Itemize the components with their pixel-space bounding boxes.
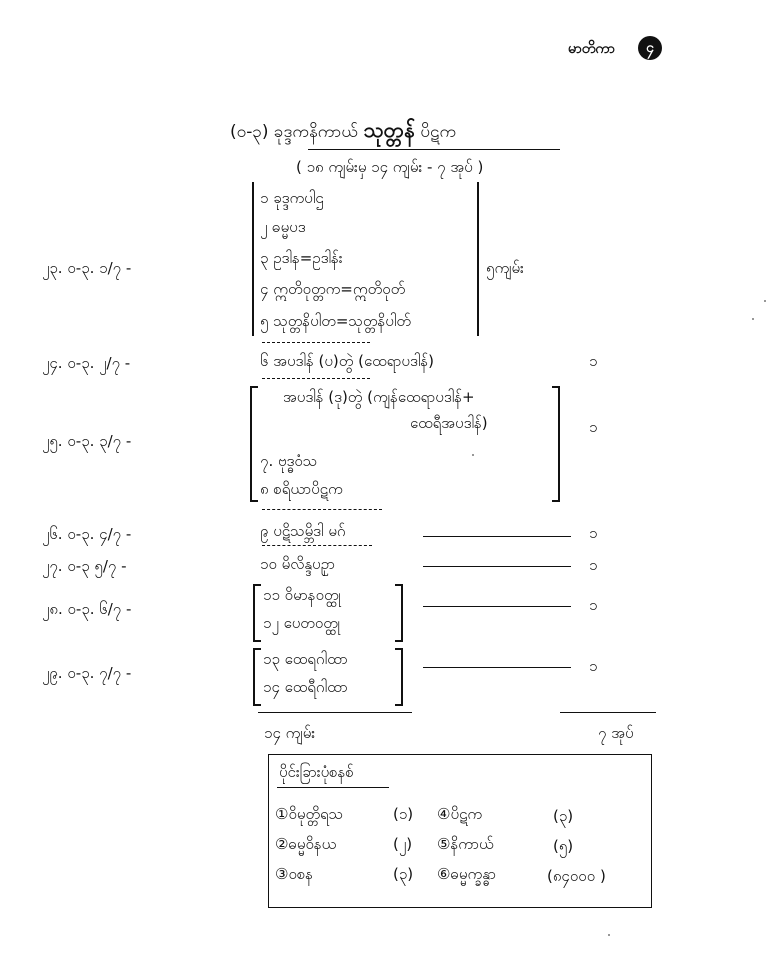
summary-left-label: ①ဝိမုတ္တိရသ bbox=[275, 805, 344, 823]
entry-count: ၁ bbox=[589, 556, 598, 574]
summary-right-label: ④ပိဋက bbox=[437, 805, 482, 823]
entry-line: ၁၄ ထေရီဂါထာ bbox=[263, 678, 348, 696]
page-number-badge: ၄ bbox=[638, 36, 662, 60]
bracket-right bbox=[395, 584, 403, 642]
section-subtitle: ( ၁၈ ကျမ်းမှ ၁၄ ကျမ်း - ၇ အုပ် ) bbox=[296, 158, 484, 176]
section-title-main: သုတ္တန် bbox=[363, 118, 415, 142]
summary-left-value: (၂) bbox=[393, 835, 413, 853]
entry-line: ၂ ဓမ္မပဒ bbox=[260, 218, 306, 236]
separator bbox=[262, 545, 372, 546]
summary-box bbox=[268, 754, 652, 908]
entry-note: ၅ကျမ်း bbox=[486, 259, 524, 277]
separator bbox=[262, 342, 370, 343]
entry-line: ၁၂ ပေတဝတ္ထု bbox=[263, 614, 341, 632]
entry-code: ၂၅. ၀-၃. ၃/၇ - bbox=[42, 432, 132, 450]
summary-right-value: (၅) bbox=[553, 837, 574, 855]
summary-left-value: (၃) bbox=[393, 865, 414, 883]
entry-line: ၁ ခုဒ္ဒကပါဌ bbox=[260, 189, 324, 207]
bracket-left bbox=[253, 584, 261, 642]
bracket-right bbox=[395, 648, 403, 706]
entry-code: ၂၇. ၀-၃ ၅/၇ - bbox=[42, 557, 127, 575]
scan-speck bbox=[472, 454, 474, 456]
title-underline bbox=[308, 149, 560, 150]
leader-line bbox=[423, 536, 571, 537]
bracket-left bbox=[253, 648, 261, 706]
entry-line: ထေရီအပဒါန်) bbox=[410, 414, 488, 432]
entry-code: ၂၆. ၀-၃. ၄/၇ - bbox=[42, 525, 132, 543]
total-books: ၁၄ ကျမ်း bbox=[264, 724, 316, 742]
entry-line: ၁၁ ဝိမာနဝတ္ထု bbox=[263, 586, 341, 604]
summary-left-label: ③ဝစန bbox=[275, 865, 314, 883]
total-volumes: ၇ အုပ် bbox=[598, 724, 634, 742]
summary-right-value: (၃) bbox=[553, 807, 574, 825]
entry-count: ၁ bbox=[589, 596, 598, 614]
leader-line bbox=[423, 606, 571, 607]
scan-speck bbox=[608, 934, 610, 936]
summary-title-underline bbox=[277, 787, 389, 788]
separator bbox=[262, 378, 370, 379]
entry-line: ၄ ဣတိဝုတ္တက=ဣတိဝုတ် bbox=[260, 280, 406, 298]
summary-right-label: ⑥ဓမ္မက္ခန္ဓာ bbox=[437, 865, 497, 883]
entry-line: ၈ စရိယာပိဋက bbox=[260, 480, 343, 498]
bracket-right bbox=[477, 182, 479, 336]
entry-count: ၁ bbox=[589, 657, 598, 675]
bracket-right bbox=[552, 386, 560, 502]
bracket-left bbox=[250, 386, 258, 502]
scan-speck bbox=[752, 318, 754, 320]
summary-title: ပိုင်းခြားပုံစနစ် bbox=[279, 763, 354, 781]
leader-line bbox=[423, 667, 571, 668]
entry-count: ၁ bbox=[589, 524, 598, 542]
entry-code: ၂၉. ၀-၃. ၇/၇ - bbox=[42, 664, 132, 682]
summary-left-label: ②ဓမ္မဝိနယ bbox=[275, 835, 337, 853]
separator bbox=[262, 509, 382, 510]
total-rule-left bbox=[258, 712, 412, 713]
entry-line: ၁၃ ထေရဂါထာ bbox=[263, 650, 348, 668]
entry-line: ၁၀ မိလိန္ဒပဥှာ bbox=[260, 555, 336, 573]
section-title-prefix: (၀-၃) ခုဒ္ဒကနိကာယ် bbox=[230, 122, 358, 142]
entry-count: ၁ bbox=[589, 418, 598, 436]
summary-right-value: (၈၄၀၀၀ ) bbox=[547, 867, 606, 885]
summary-right-label: ⑤နိကာယ် bbox=[437, 835, 494, 853]
entry-line: ၆ အပဒါန် (ပ)တွဲ (ထေရာပဒါန်) bbox=[260, 352, 434, 370]
section-title-suffix: ပိဋက bbox=[420, 122, 457, 142]
entry-code: ၂၃. ၀-၃. ၁/၇ - bbox=[42, 259, 132, 277]
entry-line: ၇. ဗုဒ္ဓဝံသ bbox=[260, 452, 318, 470]
entry-count: ၁ bbox=[589, 352, 598, 370]
entry-line: ၃ ဥဒါန=ဥဒါန်း bbox=[260, 249, 343, 267]
running-header: မာတိကာ bbox=[568, 41, 615, 57]
total-rule-right bbox=[560, 712, 656, 713]
entry-line: ၅ သုတ္တနိပါတ=သုတ္တနိပါတ် bbox=[260, 312, 412, 330]
leader-line bbox=[423, 566, 571, 567]
entry-line: အပဒါန် (ဒု)တွဲ (ကျန်ထေရာပဒါန်+ bbox=[283, 388, 475, 406]
summary-left-value: (၁) bbox=[393, 805, 414, 823]
entry-code: ၂၈. ၀-၃. ၆/၇ - bbox=[42, 600, 132, 618]
bracket-left bbox=[252, 182, 254, 336]
scan-speck bbox=[764, 300, 766, 302]
entry-code: ၂၄. ၀-၃. ၂/၇ - bbox=[42, 354, 131, 372]
section-title bbox=[230, 117, 456, 148]
entry-line: ၉ ပဋိသမ္ဘိဒါ မဂ် bbox=[260, 522, 346, 540]
